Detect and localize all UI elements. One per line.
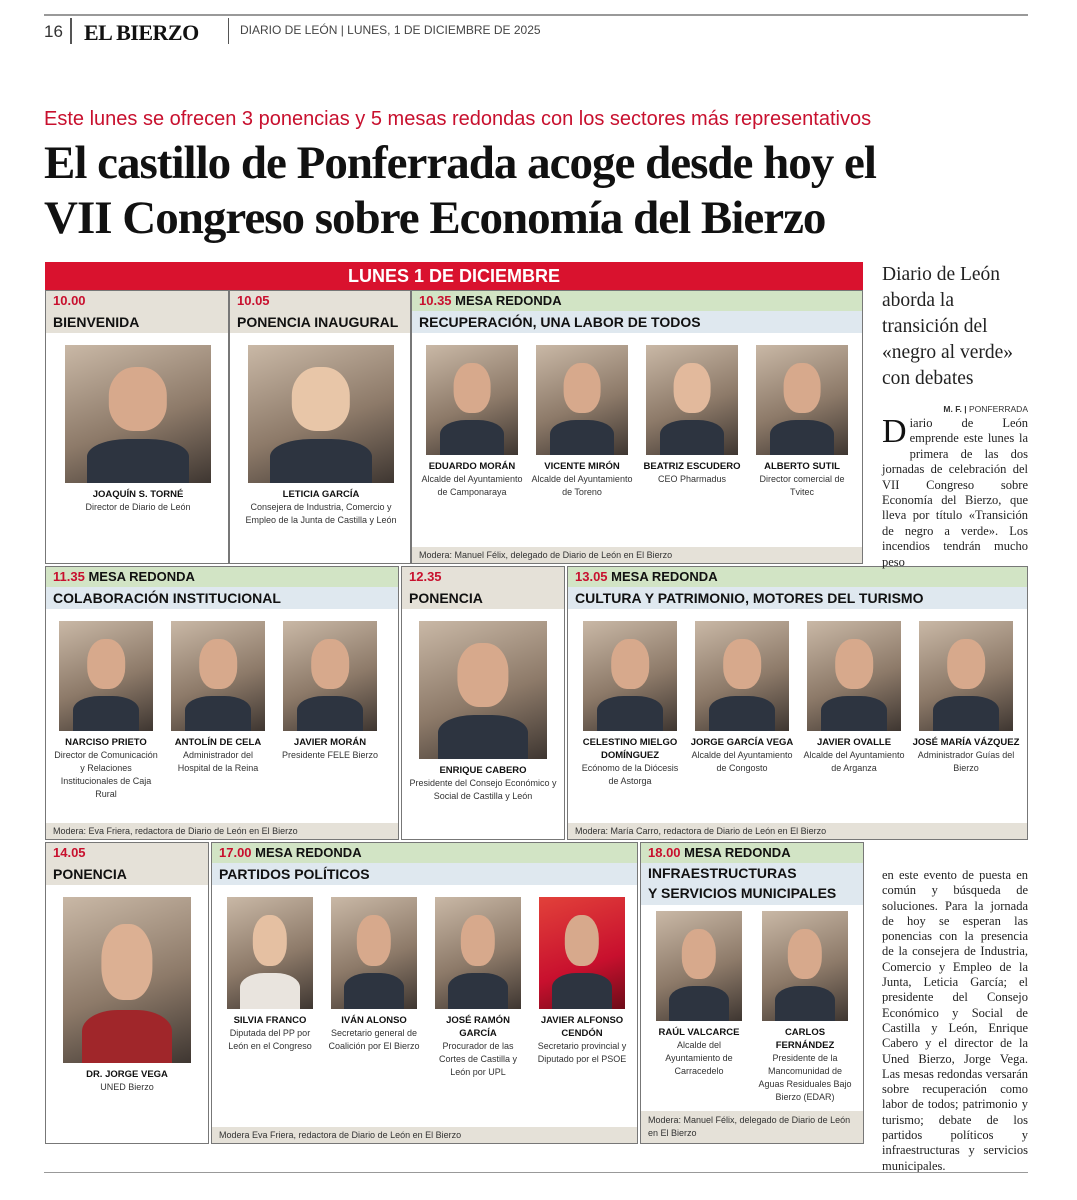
speaker-card	[750, 345, 854, 499]
headline	[44, 136, 1034, 246]
speaker-name: DR. JORGE VEGA	[86, 1069, 168, 1080]
session-time: 11.35 MESA REDONDA	[46, 567, 398, 587]
speaker-name: JAVIER ALFONSO CENDÓN	[540, 1015, 624, 1039]
session-title: PONENCIA INAUGURAL	[230, 311, 410, 333]
session-ponencia-inaugural	[229, 290, 411, 564]
headline-line-2: VII Congreso sobre Economía del Bierzo	[44, 192, 826, 244]
byline: M. F. | PONFERRADA	[943, 404, 1028, 414]
speaker-role: Alcalde del Ayuntamiento de Toreno	[531, 474, 633, 497]
speaker-photo	[65, 345, 211, 483]
moderator: Modera: Manuel Félix, delegado de Diario de León en El Bierzo	[641, 1111, 863, 1143]
page-header	[44, 14, 1028, 46]
session-mesa-cultura	[567, 566, 1028, 840]
drop-cap: D	[882, 413, 907, 450]
speaker-card	[755, 911, 855, 1104]
session-title: PARTIDOS POLÍTICOS	[212, 863, 637, 885]
speaker-photo	[331, 897, 417, 1009]
speaker-role: Director de Comunicación y Relaciones Institucionales de Caja Rural	[54, 750, 158, 799]
speaker-name: ENRIQUE CABERO	[439, 765, 527, 776]
edition-date: DIARIO DE LEÓN | LUNES, 1 DE DICIEMBRE DE 2025	[240, 23, 541, 37]
speaker-role: UNED Bierzo	[100, 1082, 154, 1092]
speaker-role: Consejera de Industria, Comercio y Empleo de la Junta de Castilla y León	[245, 502, 397, 525]
session-mesa-recuperacion	[411, 290, 863, 564]
session-title-line-2: Y SERVICIOS MUNICIPALES	[641, 883, 863, 905]
speaker-name: SILVIA FRANCO	[233, 1015, 307, 1026]
speaker-role: Presidente de la Mancomunidad de Aguas Residuales Bajo Bierzo (EDAR)	[758, 1053, 852, 1102]
speaker-photo	[539, 897, 625, 1009]
speaker-name: LETICIA GARCÍA	[282, 489, 360, 500]
session-time: 10.35 MESA REDONDA	[412, 291, 862, 311]
session-ponencia-cabero	[401, 566, 565, 840]
speaker-photo	[426, 345, 518, 455]
date-banner: LUNES 1 DE DICIEMBRE	[45, 262, 863, 290]
speaker-name: JOSÉ MARÍA VÁZQUEZ	[912, 737, 1020, 748]
speaker-role: Ecónomo de la Diócesis de Astorga	[581, 763, 679, 786]
speaker-photo	[695, 621, 789, 731]
speaker-name: VICENTE MIRÓN	[544, 461, 620, 472]
speaker-card	[324, 897, 424, 1053]
speaker-role: Alcalde del Ayuntamiento de Carracedelo	[665, 1040, 733, 1076]
speaker-role: Administrador Guías del Bierzo	[917, 750, 1015, 773]
speaker-photo	[646, 345, 738, 455]
speaker-role: Alcalde del Ayuntamiento de Arganza	[803, 750, 905, 773]
speaker-card	[54, 621, 158, 801]
speaker-name: JOAQUÍN S. TORNÉ	[92, 489, 184, 500]
page-number: 16	[44, 22, 63, 41]
session-title: PONENCIA	[46, 863, 208, 885]
speaker-role: Secretario provincial y Diputado por el PSOE	[537, 1041, 627, 1064]
speaker-photo	[435, 897, 521, 1009]
speaker-name: IVÁN ALONSO	[341, 1015, 407, 1026]
divider	[70, 18, 72, 44]
speaker-role: Presidente FELE Bierzo	[281, 750, 379, 760]
speaker-role: Director comercial de Tvitec	[759, 474, 845, 497]
speaker-card	[912, 621, 1020, 775]
speaker-photo	[656, 911, 742, 1021]
speaker-name: CELESTINO MIELGO DOMÍNGUEZ	[582, 737, 678, 761]
speaker-name: BEATRIZ ESCUDERO	[643, 461, 741, 472]
speaker-photo	[583, 621, 677, 731]
session-mesa-partidos	[211, 842, 638, 1144]
moderator: Modera: Eva Friera, redactora de Diario de León en El Bierzo	[46, 823, 398, 839]
article-paragraph-1: iario de León emprende este lunes la primera de las dos jornadas de celebración del VII Congreso sobre Economía del Bierzo, que lleva por título «Transición de negro a verde». Los incendios tendrán mucho peso	[882, 416, 1028, 569]
speaker-role: Procurador de las Cortes de Castilla y León por UPL	[438, 1041, 518, 1077]
speaker-photo	[536, 345, 628, 455]
footer-rule	[44, 1172, 1028, 1173]
session-title: COLABORACIÓN INSTITUCIONAL	[46, 587, 398, 609]
speaker-photo	[248, 345, 394, 483]
speaker-card	[688, 621, 796, 775]
speaker-role: Alcalde del Ayuntamiento de Camponaraya	[421, 474, 523, 497]
session-time: 13.05 MESA REDONDA	[568, 567, 1027, 587]
session-ponencia-vega	[45, 842, 209, 1144]
speaker-role: Director de Diario de León	[85, 502, 191, 512]
speaker-card	[649, 911, 749, 1078]
speaker-name: CARLOS FERNÁNDEZ	[775, 1027, 835, 1051]
speaker-photo	[756, 345, 848, 455]
session-time: 17.00 MESA REDONDA	[212, 843, 637, 863]
session-time: 12.35	[402, 567, 564, 587]
speaker-name: RAÚL VALCARCE	[658, 1027, 740, 1038]
speaker-card	[428, 897, 528, 1079]
session-mesa-colaboracion	[45, 566, 399, 840]
speaker-card	[238, 345, 404, 527]
side-headline: Diario de León aborda la transición del «negro al verde» con debates	[882, 264, 1014, 389]
speaker-role: CEO Pharmadus	[657, 474, 727, 484]
divider	[228, 18, 229, 44]
session-title: RECUPERACIÓN, UNA LABOR DE TODOS	[412, 311, 862, 333]
speaker-name: ALBERTO SUTIL	[764, 461, 840, 472]
speaker-name: JAVIER MORÁN	[293, 737, 367, 748]
speaker-name: JAVIER OVALLE	[816, 737, 892, 748]
speaker-card	[576, 621, 684, 788]
speaker-photo	[171, 621, 265, 731]
speaker-photo	[919, 621, 1013, 731]
speaker-card	[278, 621, 382, 762]
speaker-photo	[227, 897, 313, 1009]
speaker-name: EDUARDO MORÁN	[428, 461, 516, 472]
session-mesa-infraestructuras	[640, 842, 864, 1144]
speaker-card	[46, 345, 230, 514]
speaker-card	[640, 345, 744, 486]
moderator: Modera: María Carro, redactora de Diario de León en El Bierzo	[568, 823, 1027, 839]
speaker-card	[166, 621, 270, 775]
session-time: 10.00	[46, 291, 228, 311]
session-title: PONENCIA	[402, 587, 564, 609]
speaker-card	[530, 345, 634, 499]
speaker-name: JOSÉ RAMÓN GARCÍA	[446, 1015, 510, 1039]
speaker-role: Presidente del Consejo Económico y Social de Castilla y León	[409, 778, 557, 801]
moderator: Modera: Manuel Félix, delegado de Diario de León en El Bierzo	[412, 547, 862, 563]
speaker-card	[532, 897, 632, 1066]
speaker-role: Diputada del PP por León en el Congreso	[228, 1028, 312, 1051]
session-title-line-1: INFRAESTRUCTURAS	[641, 863, 863, 883]
moderator: Modera Eva Friera, redactora de Diario de León en El Bierzo	[212, 1127, 637, 1143]
speaker-card	[408, 621, 558, 803]
speaker-photo	[59, 621, 153, 731]
speaker-name: JORGE GARCÍA VEGA	[690, 737, 794, 748]
byline-place: PONFERRADA	[968, 404, 1028, 414]
speaker-card	[54, 897, 200, 1094]
article-column-2: en este evento de puesta en común y búsqueda de soluciones. Para la jornada de hoy se esperan las ponencias con la presencia de la consejera de Industria, Comercio y Empleo de la Junta, Leticia García; el presidente del Consejo Económico y Social de Castilla y León, Enrique Cabero y el director de la Uned Bierzo, Jorge Vega. Las mesas redondas versarán sobre recuperación como labor de todos; patrimonio y turismo; debate de los partidos políticos y infraestructuras y servicios municipales.	[882, 868, 1028, 1173]
speaker-role: Administrador del Hospital de la Reina	[177, 750, 259, 773]
speaker-card	[800, 621, 908, 775]
kicker: Este lunes se ofrecen 3 ponencias y 5 mesas redondas con los sectores más representativos	[44, 108, 872, 130]
session-time: 14.05	[46, 843, 208, 863]
headline-line-1: El castillo de Ponferrada acoge desde hoy el	[44, 137, 876, 189]
article-column-1	[882, 413, 1028, 569]
speaker-card	[220, 897, 320, 1053]
speaker-name: ANTOLÍN DE CELA	[174, 737, 262, 748]
session-time: 10.05	[230, 291, 410, 311]
speaker-role: Secretario general de Coalición por El Bierzo	[328, 1028, 420, 1051]
speaker-photo	[283, 621, 377, 731]
speaker-photo	[762, 911, 848, 1021]
speaker-role: Alcalde del Ayuntamiento de Congosto	[691, 750, 793, 773]
speaker-card	[420, 345, 524, 499]
speaker-name: NARCISO PRIETO	[65, 737, 147, 748]
session-bienvenida	[45, 290, 229, 564]
session-title: CULTURA Y PATRIMONIO, MOTORES DEL TURISMO	[568, 587, 1027, 609]
byline-author: M. F.	[943, 404, 962, 414]
session-time: 18.00 MESA REDONDA	[641, 843, 863, 863]
speaker-photo	[807, 621, 901, 731]
speaker-photo	[63, 897, 191, 1063]
speaker-photo	[419, 621, 547, 759]
section-title: EL BIERZO	[84, 20, 199, 45]
session-title: BIENVENIDA	[46, 311, 228, 333]
